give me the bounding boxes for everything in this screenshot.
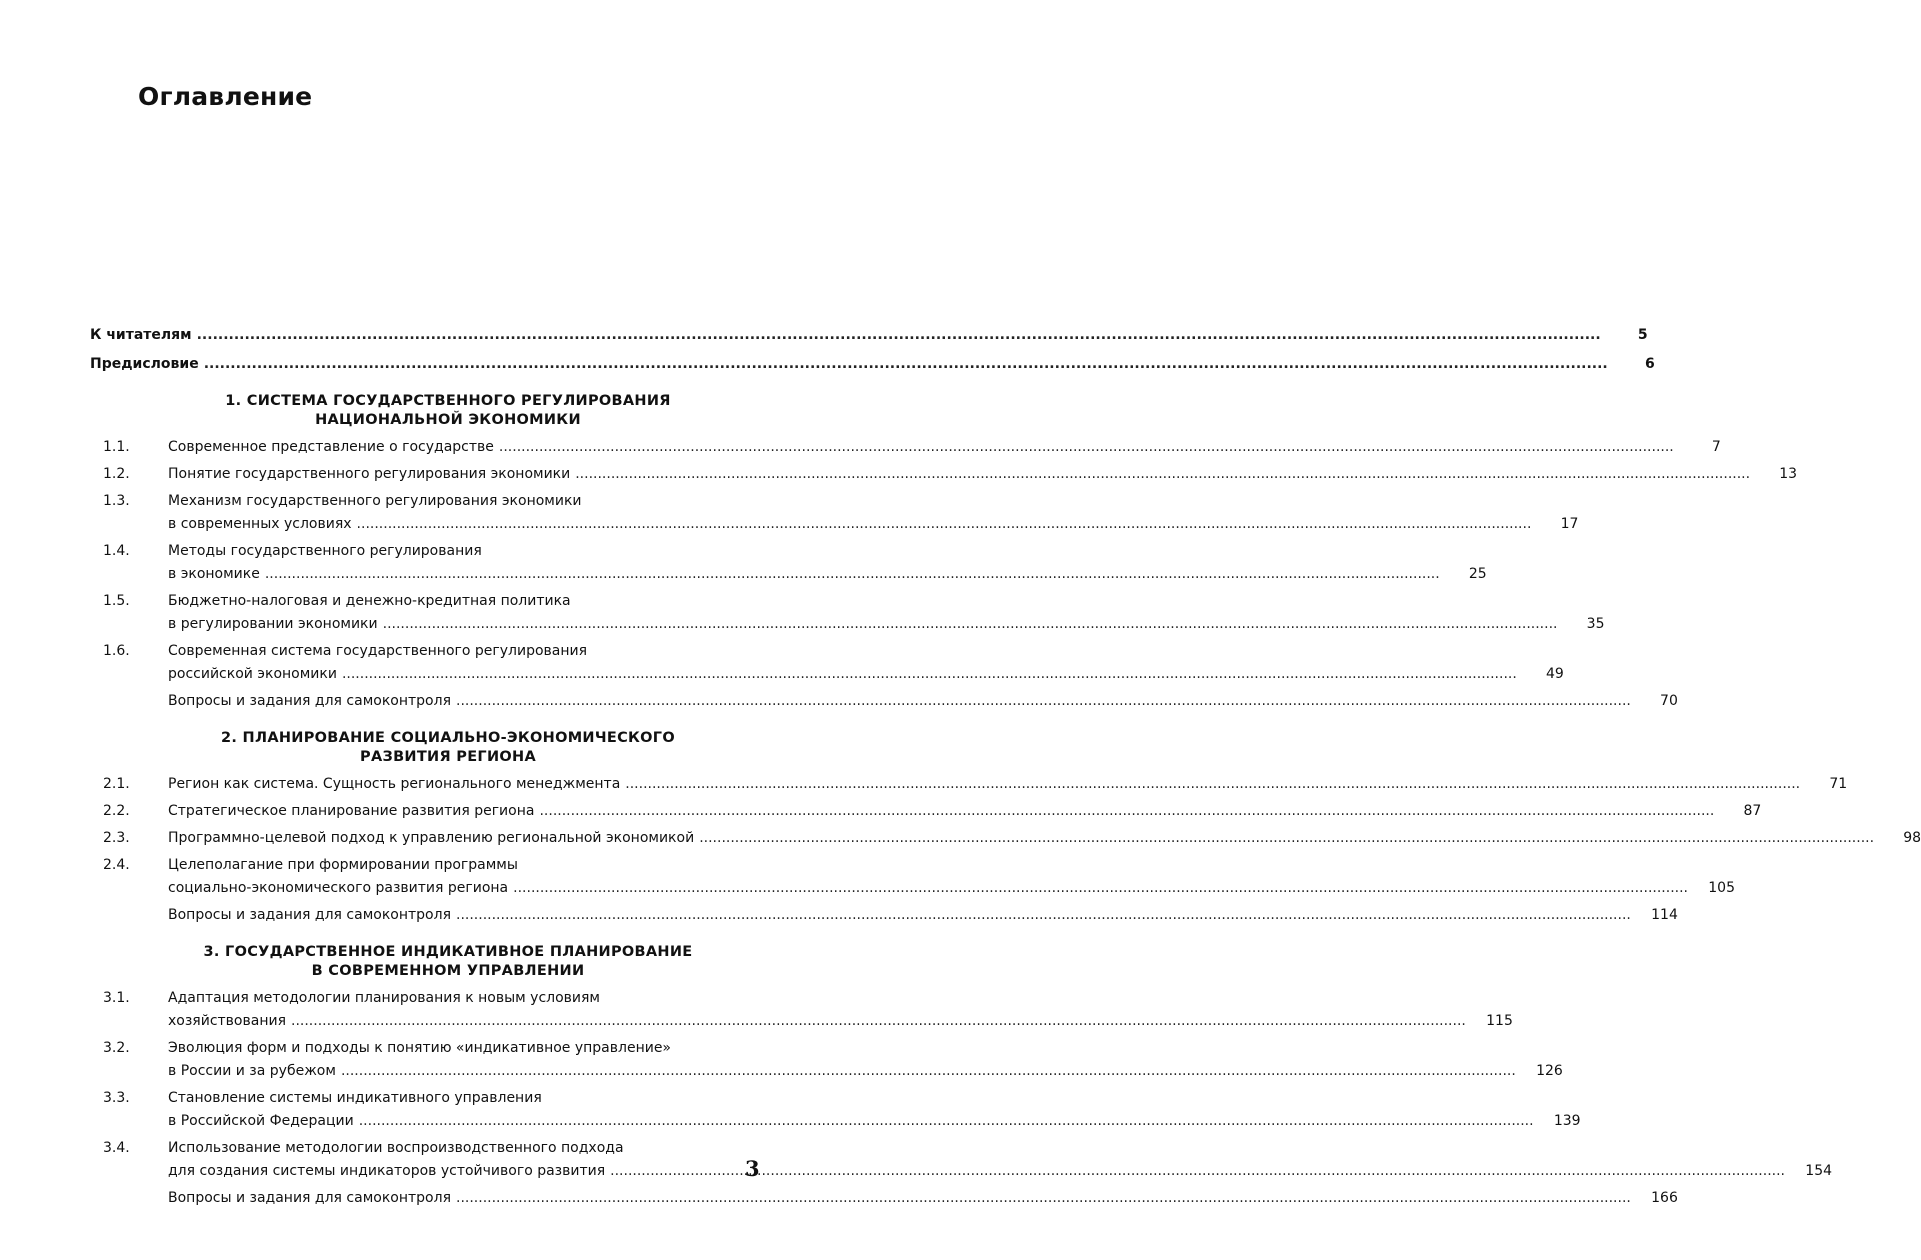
toc-entry-line <box>90 987 766 1010</box>
toc-entry <box>90 773 1848 796</box>
entry-page-number: 5 <box>1637 327 1648 343</box>
dot-leader <box>291 1010 1466 1033</box>
toc-entry-line <box>90 436 1721 459</box>
toc-entry <box>90 690 1678 713</box>
entry-page-number: 6 <box>1644 356 1655 372</box>
entry-title: в экономике <box>168 566 260 582</box>
entry-page-number: 17 <box>1560 516 1579 532</box>
section-title-line: РАЗВИТИЯ РЕГИОНА <box>360 749 536 765</box>
toc-entry-line <box>90 773 1848 796</box>
entry-title: российской экономики <box>168 666 337 682</box>
entry-page-number: 71 <box>1829 776 1848 792</box>
entry-title: Адаптация методологии планирования к новым условиям <box>168 990 600 1006</box>
entry-title: Вопросы и задания для самоконтроля <box>168 693 451 709</box>
entry-page-number: 35 <box>1586 616 1605 632</box>
section-title-line: 1. СИСТЕМА ГОСУДАРСТВЕННОГО РЕГУЛИРОВАНИЯ <box>225 393 671 409</box>
entry-number: 1.5. <box>103 593 130 609</box>
entry-page-number: 105 <box>1708 880 1735 896</box>
page-title: Оглавление <box>138 82 313 111</box>
toc-entry-line <box>90 613 1605 636</box>
entry-page-number: 49 <box>1545 666 1564 682</box>
entry-page-number: 25 <box>1468 566 1487 582</box>
entry-page-number: 139 <box>1553 1113 1581 1129</box>
toc-entry <box>90 436 1721 459</box>
entry-title: Современная система государственного регулирования <box>168 643 588 659</box>
toc-entry <box>90 353 1655 376</box>
toc-entry <box>90 800 1762 823</box>
entry-title: Понятие государственного регулирования экономики <box>168 466 571 482</box>
dot-leader <box>513 877 1688 900</box>
toc-entry-line <box>90 904 1678 927</box>
toc-entry <box>90 463 1798 486</box>
entry-title: Регион как система. Сущность регионального менеджмента <box>168 776 621 792</box>
entry-page-number: 7 <box>1711 439 1721 455</box>
table-of-contents <box>90 324 1921 1214</box>
entry-number: 1.4. <box>103 543 130 559</box>
entry-title: Целеполагание при формировании программы <box>168 857 518 873</box>
toc-entry-line <box>90 1010 1513 1033</box>
toc-section <box>90 943 1833 1210</box>
entry-title: социально-экономического развития региона <box>168 880 509 896</box>
entry-number: 2.1. <box>103 776 130 792</box>
toc-entry-line <box>90 663 1564 686</box>
entry-page-number: 98 <box>1903 830 1921 846</box>
section-title <box>90 943 766 981</box>
entry-title: хозяйствования <box>168 1013 286 1029</box>
dot-leader <box>342 663 1517 686</box>
toc-entry-line <box>90 1110 1581 1133</box>
entry-number: 3.1. <box>103 990 130 1006</box>
toc-entry-line <box>90 324 1648 347</box>
dot-leader <box>456 1187 1631 1210</box>
toc-section <box>90 729 1921 927</box>
entry-page-number: 70 <box>1660 693 1678 709</box>
dot-leader <box>357 513 1532 536</box>
entry-page-number: 87 <box>1743 803 1762 819</box>
toc-entry-line <box>90 1060 1563 1083</box>
entry-title: в регулировании экономики <box>168 616 378 632</box>
section-title-line: НАЦИОНАЛЬНОЙ ЭКОНОМИКИ <box>315 412 581 428</box>
toc-entry-line <box>90 1160 1833 1183</box>
entry-number: 1.2. <box>103 466 130 482</box>
toc-entry <box>90 540 1487 586</box>
toc-entry-line <box>90 463 1798 486</box>
dot-leader <box>456 904 1631 927</box>
entry-title: Механизм государственного регулирования экономики <box>168 493 582 509</box>
entry-number: 2.2. <box>103 803 130 819</box>
section-title <box>90 729 766 767</box>
toc-entry <box>90 854 1735 900</box>
toc-entry-line <box>90 353 1655 376</box>
dot-leader <box>456 690 1631 713</box>
dot-leader <box>359 1110 1534 1133</box>
entry-title: Бюджетно-налоговая и денежно-кредитная политика <box>168 593 571 609</box>
toc-entry <box>90 1037 1563 1083</box>
entry-title: Программно-целевой подход к управлению региональной экономикой <box>168 830 695 846</box>
toc-entry <box>90 324 1648 347</box>
front-matter <box>90 324 1655 376</box>
entry-title: Вопросы и задания для самоконтроля <box>168 1190 451 1206</box>
toc-entry <box>90 640 1564 686</box>
toc-entry <box>90 490 1579 536</box>
toc-entry-line <box>90 490 766 513</box>
toc-section <box>90 392 1798 713</box>
dot-leader <box>625 773 1800 796</box>
entry-number: 1.6. <box>103 643 130 659</box>
entry-title: Предисловие <box>90 356 199 372</box>
entry-title: Использование методологии воспроизводственного подхода <box>168 1140 624 1156</box>
dot-leader <box>499 436 1674 459</box>
entry-page-number: 166 <box>1651 1190 1678 1206</box>
entry-number: 3.3. <box>103 1090 130 1106</box>
entry-title: в современных условиях <box>168 516 352 532</box>
toc-entry-line <box>90 1087 766 1110</box>
toc-entry-line <box>90 800 1762 823</box>
toc-entry <box>90 827 1921 850</box>
entry-title: К читателям <box>90 327 192 343</box>
entry-title: Становление системы индикативного управления <box>168 1090 542 1106</box>
dot-leader <box>265 563 1440 586</box>
toc-entry-line <box>90 513 1579 536</box>
dot-leader <box>575 463 1750 486</box>
toc-entry-line <box>90 1037 766 1060</box>
toc-entry <box>90 1087 1581 1133</box>
entry-page-number: 126 <box>1536 1063 1563 1079</box>
toc-entry <box>90 904 1678 927</box>
dot-leader <box>341 1060 1516 1083</box>
toc-entry-line <box>90 877 1735 900</box>
entry-title: Стратегическое планирование развития региона <box>168 803 535 819</box>
toc-entry-line <box>90 690 1678 713</box>
section-title-line: 3. ГОСУДАРСТВЕННОЕ ИНДИКАТИВНОЕ ПЛАНИРОВАНИЕ <box>203 944 693 960</box>
entry-title: Методы государственного регулирования <box>168 543 482 559</box>
toc-entry-line <box>90 1187 1678 1210</box>
entry-page-number: 13 <box>1779 466 1798 482</box>
entry-number: 2.4. <box>103 857 130 873</box>
toc-entry <box>90 1137 1833 1183</box>
toc-entry <box>90 1187 1678 1210</box>
section-title-line: В СОВРЕМЕННОМ УПРАВЛЕНИИ <box>311 963 585 979</box>
entry-title: Современное представление о государстве <box>168 439 494 455</box>
entry-title: для создания системы индикаторов устойчивого развития <box>168 1163 606 1179</box>
entry-number: 2.3. <box>103 830 130 846</box>
entry-number: 3.4. <box>103 1140 130 1156</box>
entry-title: в России и за рубежом <box>168 1063 336 1079</box>
dot-leader <box>610 1160 1785 1183</box>
entry-number: 1.3. <box>103 493 130 509</box>
dot-leader <box>699 827 1874 850</box>
toc-entry-line <box>90 640 766 663</box>
entry-page-number: 114 <box>1651 907 1678 923</box>
section-title-line: 2. ПЛАНИРОВАНИЕ СОЦИАЛЬНО-ЭКОНОМИЧЕСКОГО <box>221 730 675 746</box>
dot-leader <box>383 613 1558 636</box>
entry-title: Эволюция форм и подходы к понятию «индикативное управление» <box>168 1040 671 1056</box>
section-title <box>90 392 766 430</box>
toc-entry-line <box>90 854 766 877</box>
entry-page-number: 154 <box>1805 1163 1833 1179</box>
toc-entry <box>90 987 1513 1033</box>
dot-leader <box>197 324 1601 347</box>
toc-entry-line <box>90 1137 766 1160</box>
toc-entry-line <box>90 563 1487 586</box>
entry-number: 3.2. <box>103 1040 130 1056</box>
page-number: 3 <box>745 1156 760 1181</box>
entry-title: в Российской Федерации <box>168 1113 354 1129</box>
toc-entry-line <box>90 540 766 563</box>
toc-entry-line <box>90 590 766 613</box>
entry-number: 1.1. <box>103 439 130 455</box>
entry-page-number: 115 <box>1486 1013 1513 1029</box>
toc-entry <box>90 590 1605 636</box>
toc-entry-line <box>90 827 1921 850</box>
dot-leader <box>204 353 1608 376</box>
dot-leader <box>539 800 1714 823</box>
entry-title: Вопросы и задания для самоконтроля <box>168 907 451 923</box>
